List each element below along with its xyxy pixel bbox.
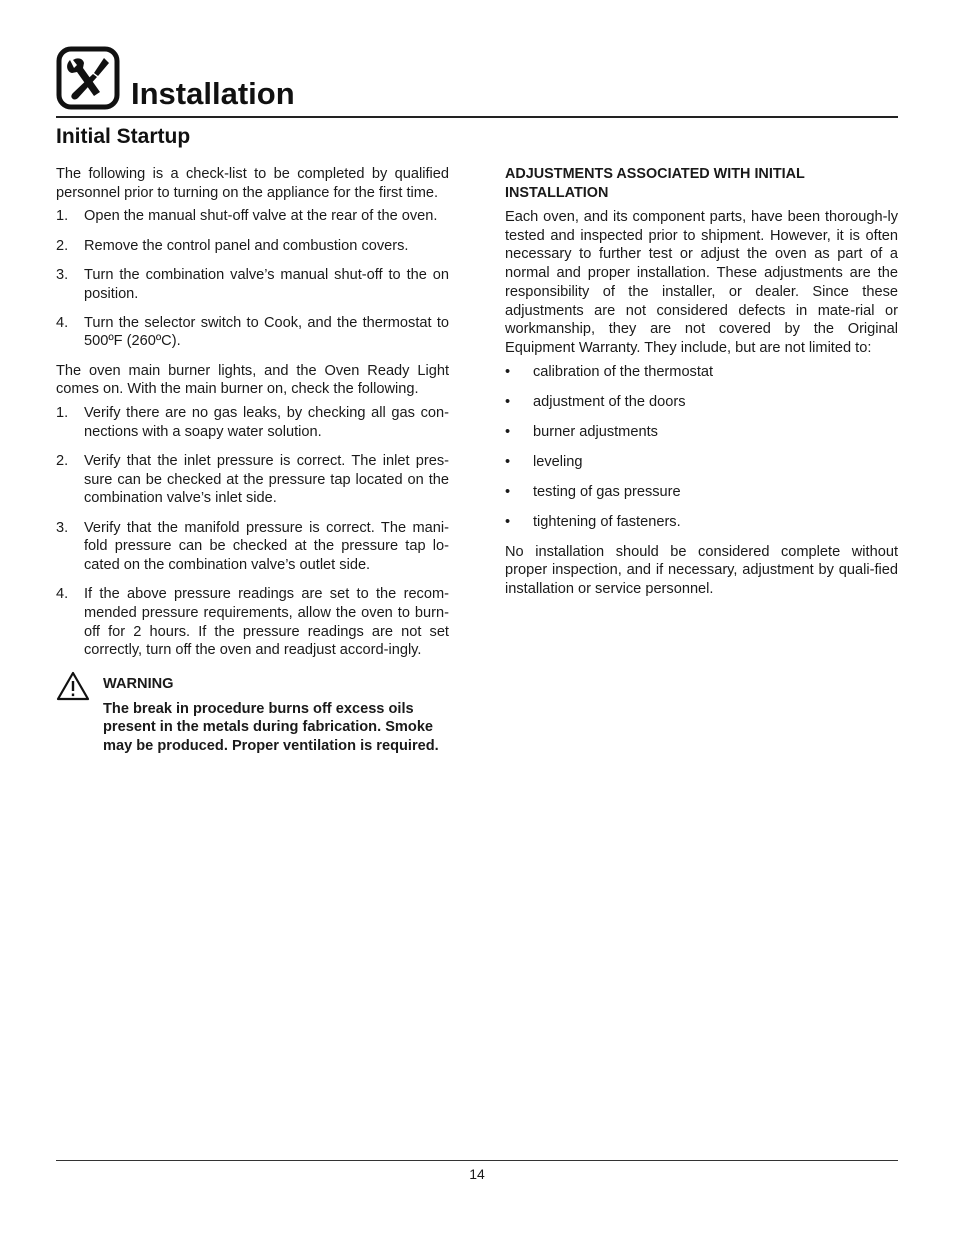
list-item: • adjustment of the doors xyxy=(505,393,686,410)
list-item: • calibration of the thermostat xyxy=(505,363,714,380)
warning-title: WARNING xyxy=(103,675,174,692)
list-text: Verify there are no gas leaks, by checking all gas con-nections with a soapy water solution. xyxy=(84,405,449,440)
adjustments-heading: ADJUSTMENTS ASSOCIATED WITH INITIAL INSTALLATION xyxy=(505,166,805,201)
footer-divider xyxy=(56,1160,898,1161)
list-item xyxy=(56,266,449,303)
section-title: Initial Startup xyxy=(56,125,191,148)
list-text: tightening of fasteners. xyxy=(533,513,681,530)
list-item xyxy=(56,207,449,226)
startup-checklist xyxy=(56,207,449,351)
list-text: leveling xyxy=(533,453,583,470)
list-number: 3. xyxy=(56,266,69,283)
list-item xyxy=(56,237,449,256)
wrench-screwdriver-icon xyxy=(56,46,120,110)
list-item: • leveling xyxy=(505,453,583,470)
list-number: 2. xyxy=(56,237,69,254)
list-text: burner adjustments xyxy=(533,423,658,440)
list-item: • tightening of fasteners. xyxy=(505,513,681,530)
list-number: 1. xyxy=(56,405,69,422)
list-text: Verify that the inlet pressure is correct. The inlet pres-sure can be checked at the pressure tap located on the combination valve’s inlet side. xyxy=(84,452,449,507)
burner-paragraph: The oven main burner lights, and the Oven Ready Light comes on. With the main burner on, check the following. xyxy=(56,362,449,398)
list-number: 2. xyxy=(56,452,69,469)
list-number: 4. xyxy=(56,314,69,331)
list-item xyxy=(56,585,449,660)
list-text: Turn the combination valve’s manual shut-off to the on position. xyxy=(84,266,449,302)
list-item xyxy=(56,452,449,508)
adjustments-paragraph: Each oven, and its component parts, have been thorough-ly tested and inspected prior to shipment. However, it is often necessary to further test or adjust the oven as part of a normal and proper installation. These adjustments are the responsibility of the installer, or dealer. Since these adjustments are not considered defects in mate-rial or workmanship, they are not covered by the Original Equipment Warranty. They include, but are not limited to: xyxy=(505,209,898,356)
left-column xyxy=(56,165,449,756)
list-item xyxy=(56,404,449,441)
warning-text: The break in procedure burns off excess oils present in the metals during fabrication. Smoke may be produced. Proper ventilation is required. xyxy=(103,700,439,755)
list-item xyxy=(56,519,449,575)
page-title: Installation xyxy=(131,76,295,111)
intro-paragraph: The following is a check-list to be completed by qualified personnel prior to turning on the appliance for the first time. xyxy=(56,166,449,201)
list-text: Turn the selector switch to Cook, and the thermostat to 500ºF (260ºC). xyxy=(84,314,449,350)
list-item xyxy=(56,314,449,351)
header-divider xyxy=(56,116,898,118)
list-number: 3. xyxy=(56,519,69,536)
adjustments-list xyxy=(505,363,898,532)
list-text: If the above pressure readings are set to the recom-mended pressure requirements, allow the oven to burn-off for 2 hours. If the pressure readings are not set correctly, turn off the oven and readjust accord-ingly. xyxy=(84,586,449,659)
list-item: • testing of gas pressure xyxy=(505,483,681,500)
warning-box xyxy=(56,675,449,756)
list-text: Remove the control panel and combustion covers. xyxy=(84,237,409,254)
closing-paragraph: No installation should be considered complete without proper inspection, and if necessary, adjustment by quali-fied installation or service personnel. xyxy=(505,543,898,598)
right-column xyxy=(505,165,898,599)
page-number: 14 xyxy=(469,1166,485,1182)
list-text: testing of gas pressure xyxy=(533,483,681,500)
warning-triangle-icon xyxy=(56,671,90,701)
list-number: 4. xyxy=(56,586,69,603)
list-text: Verify that the manifold pressure is correct. The mani-fold pressure can be checked at the pressure tap lo-cated on the combination valve’s outlet side. xyxy=(84,519,449,573)
list-text: calibration of the thermostat xyxy=(533,363,714,380)
verification-checklist xyxy=(56,404,449,660)
list-number: 1. xyxy=(56,208,69,225)
list-text: Open the manual shut-off valve at the rear of the oven. xyxy=(84,208,438,225)
list-text: adjustment of the doors xyxy=(533,393,686,410)
list-item: • burner adjustments xyxy=(505,423,658,440)
